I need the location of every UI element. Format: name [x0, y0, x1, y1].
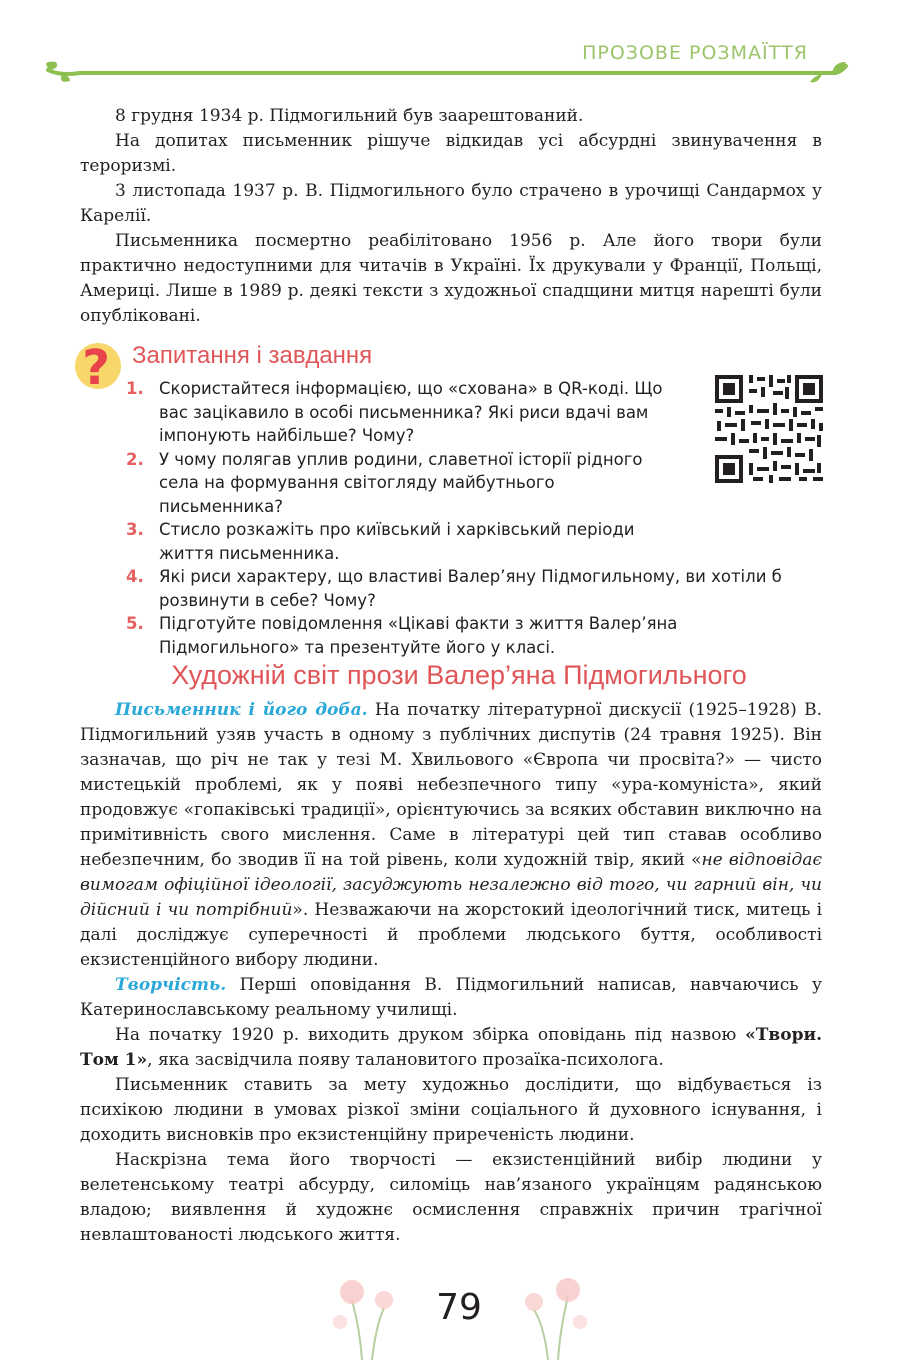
- paragraph: [80, 698, 822, 973]
- paragraph: Наскрізна тема його творчості — екзистенційний вибір людини у велетенському театрі абсурду, силоміць нав’язаного українцям радянською владою; виявлення й художнє осмислення справжніх причин трагічної невлаштованості людського життя.: [80, 1150, 822, 1245]
- question-number: 2.: [126, 449, 144, 469]
- question-mark-icon: [74, 338, 124, 390]
- svg-text:?: ?: [82, 340, 110, 390]
- list-item: [120, 565, 822, 612]
- question-number: 5.: [126, 614, 144, 633]
- paragraph: 3 листопада 1937 р. В. Підмогильного було страчено в урочищі Сандармох у Карелії.: [80, 181, 822, 226]
- paragraph-text: На початку літературної дискусії (1925–1928) В. Підмогильний узяв участь в одному з публічних диспутів (24 травня 1925). Він зазначав, що річ не так у тезі М. Хвильового «Європа чи просвіта?» — чисто мистецькій проблемі, як у появі небезпечного типу «ура-комуніста», який продовжує «гопаківські традиції», орієнтуючись за всяких обставин виключно на примітивність свого мислення. Саме в літературі цей тип ставав особливо небезпечним, бо зводив її на той рівень, коли художній твір, який «: [80, 700, 822, 870]
- paragraph: [80, 1023, 822, 1073]
- question-text: Підготуйте повідомлення «Цікаві факти з життя Валер’яна Підмогильного» та презентуйте його у класі.: [159, 614, 678, 657]
- paragraph: 8 грудня 1934 р. Підмогильний був заарештований.: [115, 106, 584, 126]
- paragraph-text: ». Незважаючи на жорстокий ідеологічний тиск, митець і далі досліджує суперечності й проблеми людського буття, особливості екзистенційного вибору людини.: [80, 900, 823, 970]
- section-title: Художній світ прози Валер’яна Підмогильного: [171, 660, 747, 690]
- intro-text: [80, 104, 822, 329]
- lead-in: Творчість.: [115, 975, 227, 995]
- question-text: Скористайтеся інформацією, що «схована» в QR-коді. Що вас зацікавило в особі письменника? Які риси вдачі вам імпонують найбільше? Чому?: [159, 379, 663, 445]
- book-title: «Твори. Том 1»: [80, 1025, 822, 1070]
- question-text: У чому полягав уплив родини, славетної історії рідного села на формування світогляду майбутнього письменника?: [159, 449, 643, 516]
- qr-code-icon[interactable]: [713, 373, 825, 485]
- paragraph: [80, 973, 822, 1023]
- question-number: 4.: [126, 567, 144, 586]
- question-text: Стисло розкажіть про київський і харківський періоди життя письменника.: [159, 520, 635, 563]
- vine-divider-icon: [0, 56, 918, 86]
- question-number: 1.: [126, 379, 144, 398]
- paragraph: Письменник ставить за мету художньо дослідити, що відбувається із психікою людини в умовах різкої зміни соціального й духовного існування, і доходить висновків про екзистенційну приреченість людини.: [80, 1075, 822, 1145]
- question-text: Які риси характеру, що властиві Валер’яну Підмогильному, ви хотіли б розвинути в себе? Чому?: [159, 567, 782, 610]
- running-header: ПРОЗОВЕ РОЗМАЇТТЯ: [582, 42, 808, 64]
- main-text: [80, 698, 822, 1248]
- list-item: [120, 518, 822, 565]
- lead-in: Письменник і його доба.: [115, 700, 368, 720]
- paragraph-text: Перші оповідання В. Підмогильний написав, навчаючись у Катеринославському реальному училищі.: [80, 975, 822, 1020]
- paragraph: Письменника посмертно реабілітовано 1956 р. Але його твори були практично недоступними для читачів в Україні. Їх друкували у Франції, Польщі, Америці. Лише в 1989 р. деякі тексти з художньої спадщини митця нарешті були опубліковані.: [80, 231, 822, 326]
- question-number: 3.: [126, 520, 144, 539]
- paragraph-text: На початку 1920 р. виходить друком збірка оповідань під назвою: [115, 1025, 746, 1045]
- page-number: 79: [436, 1287, 482, 1328]
- quote: не відповідає вимогам офіційної ідеології, засуджують незалежно від того, чи гарний він, чи дійсний і чи потрібний: [80, 850, 822, 920]
- questions-title: Запитання і завдання: [132, 342, 373, 369]
- list-item: [120, 612, 822, 659]
- paragraph-text: , яка засвідчила появу талановитого прозаїка-психолога.: [147, 1050, 664, 1070]
- paragraph: На допитах письменник рішуче відкидав усі абсурдні звинувачення в тероризмі.: [80, 131, 822, 176]
